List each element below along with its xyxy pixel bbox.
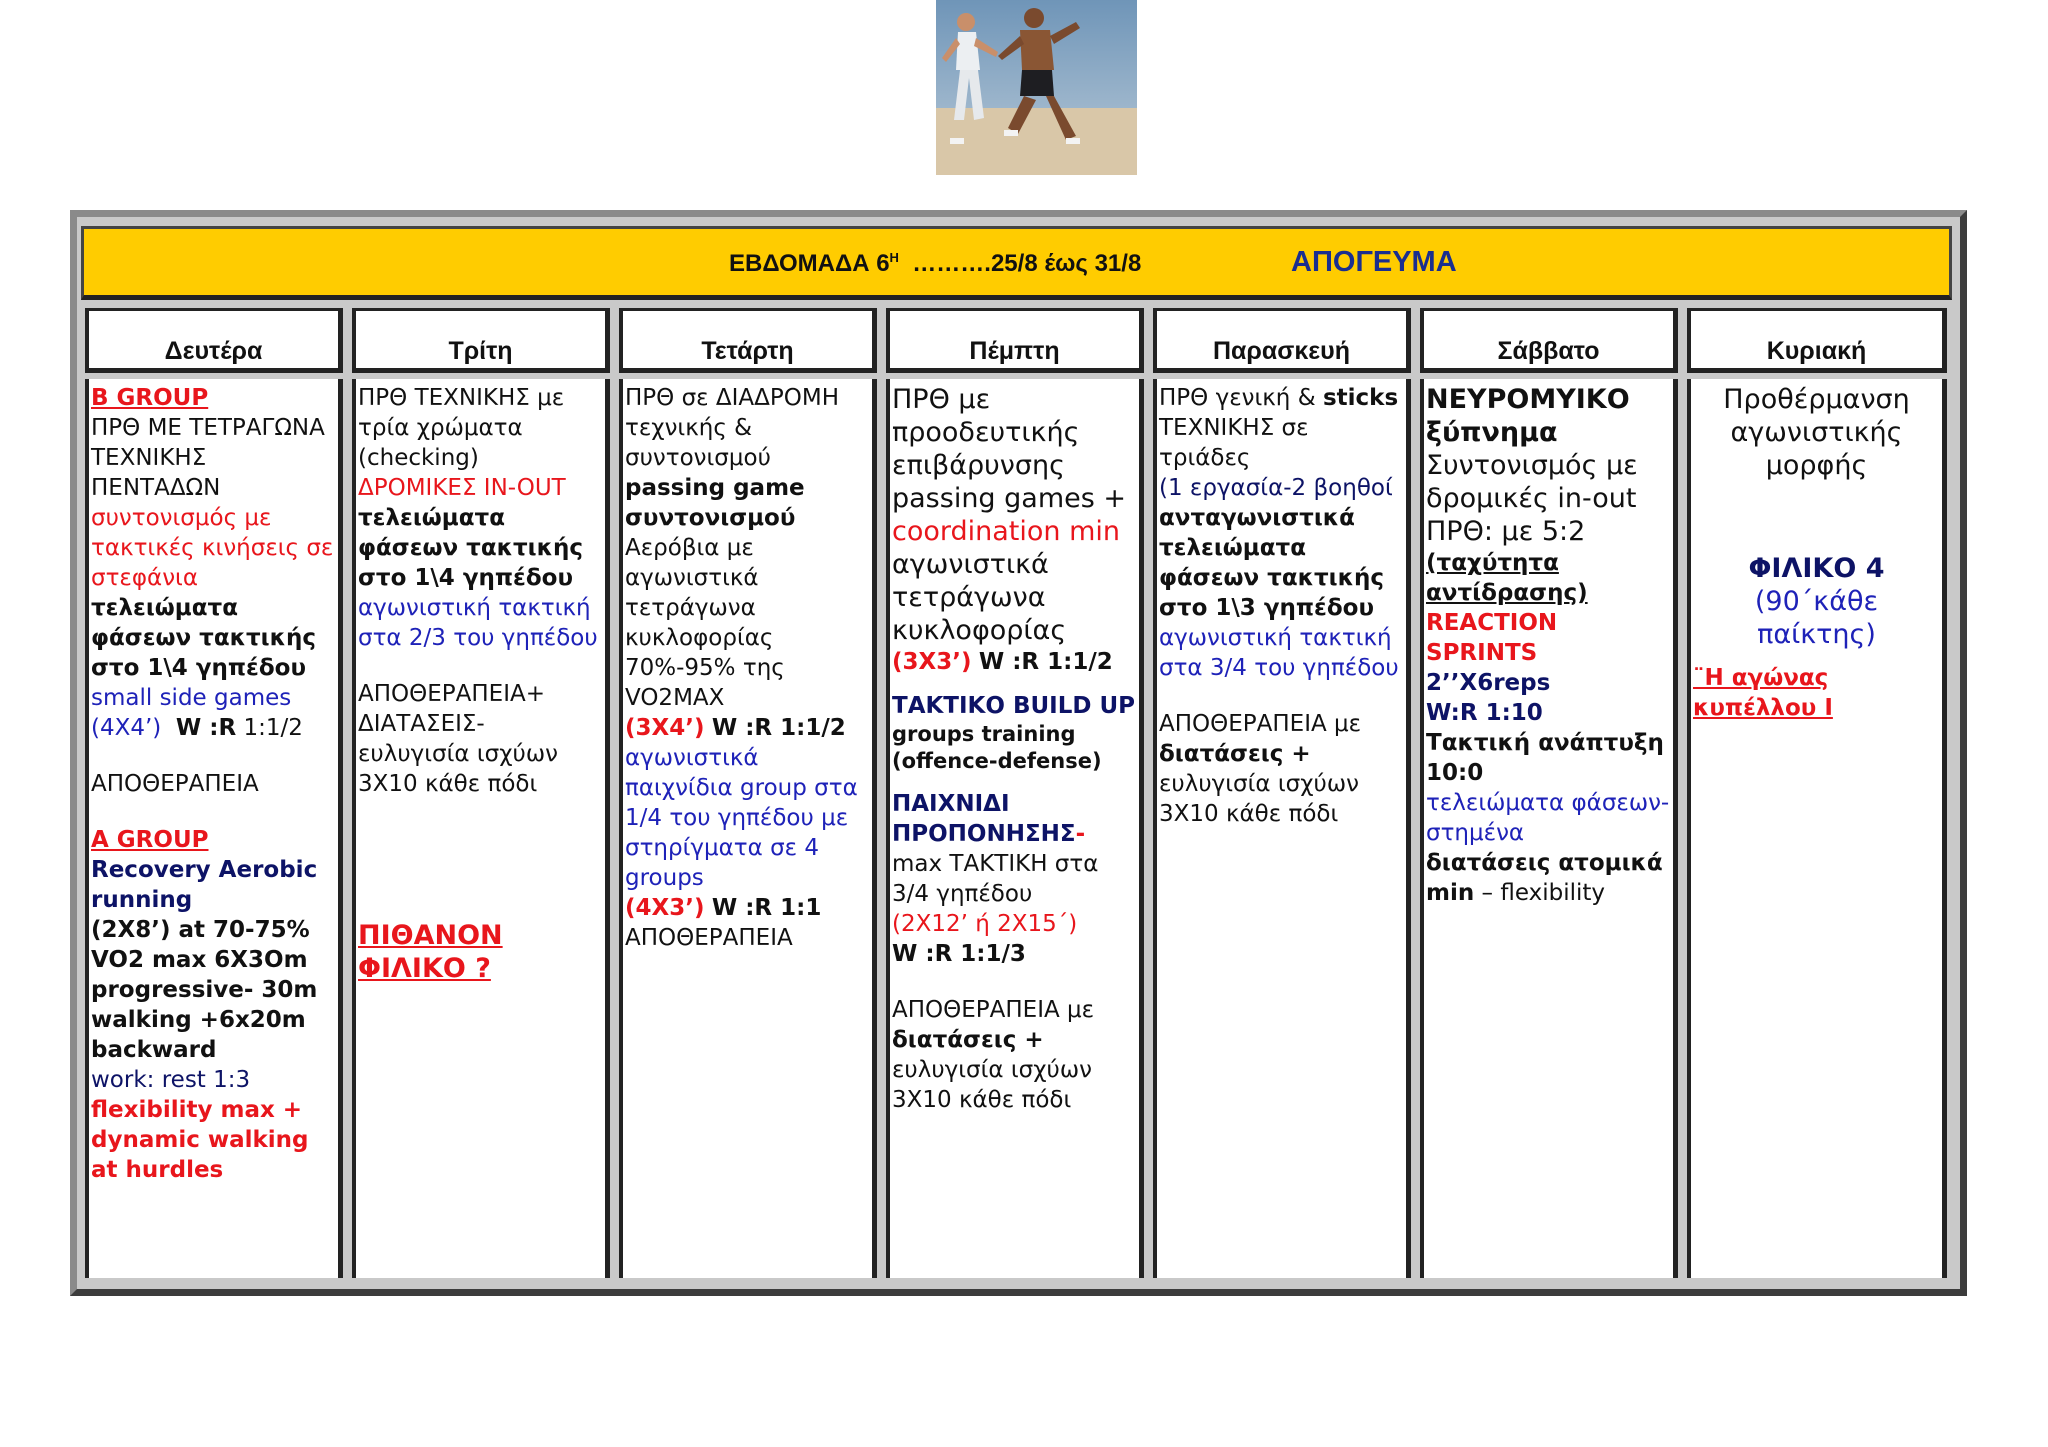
text-line: max ΤΑΚΤΙΚΗ στα 3/4 γηπέδου <box>892 851 1099 907</box>
text-line: Αερόβια με αγωνιστικά τετράγωνα κυκλοφορίας 70%-95% της VO2MAX <box>625 535 785 711</box>
text-line: ΠΡΘ ΤΕΧΝΙΚΗΣ με τρία χρώματα (checking) <box>358 385 565 471</box>
text-line: ΠΙΘΑΝΟΝ ΦΙΛΙΚΟ ? <box>358 920 503 984</box>
text-line: coordination min <box>892 516 1121 547</box>
text-line: ΠΡΘ με προοδευτικής επιβάρυνσης passing games + <box>892 384 1127 514</box>
day-title: Τετάρτη <box>623 311 872 373</box>
text-line: ΠΑΙΧΝΙΔΙ ΠΡΟΠΟΝΗΣΗΣ- <box>892 791 1086 847</box>
text-line: ΔΡΟΜΙΚΕΣ IN-OUT <box>358 475 566 501</box>
text-line: αγωνιστική τακτική στα 2/3 του γηπέδου <box>358 595 598 651</box>
text-line: (ταχύτητα αντίδρασης) <box>1426 550 1588 606</box>
text-line: (4Χ4’) W :R 1:1/2 <box>91 715 303 741</box>
text-line: ΑΠΟΘΕΡΑΠΕΙΑ <box>625 925 793 951</box>
day-title: Δευτέρα <box>89 311 338 373</box>
text-line: ΝΕΥΡΟΜΥΙΚΟ ξύπνημα <box>1426 384 1630 448</box>
text-line: ΑΠΟΘΕΡΑΠΕΙΑ+ ΔΙΑΤΑΣΕΙΣ- ευλυγισία ισχύων 3Χ10 κάθε πόδι <box>358 681 558 797</box>
text-line: ¨Η αγώνας κυπέλλου Ι <box>1693 665 1833 721</box>
text-line: ΤΑΚΤΙΚΟ BUILD UP <box>892 693 1135 719</box>
text-line: τελειώματα φάσεων τακτικής στο 1\4 γηπέδου <box>91 595 316 681</box>
day-column-tuesday <box>352 308 610 1278</box>
text-line: Recovery Aerobic running <box>91 857 318 913</box>
text-line: ΑΠΟΘΕΡΑΠΕΙΑ με <box>892 997 1095 1023</box>
day-column-saturday <box>1420 308 1678 1278</box>
period-heading: ΑΠΟΓΕΥΜΑ <box>1291 246 1457 278</box>
text-line: Συντονισμός με δρομικές in-out ΠΡΘ: με 5:2 <box>1426 450 1638 547</box>
text-line: (1 εργασία-2 βοηθοί <box>1159 475 1393 501</box>
text-line: work: rest 1:3 <box>91 1067 251 1093</box>
text-line: REACTION SPRINTS <box>1426 610 1558 666</box>
text-line: ΠΡΘ σε ΔΙΑΔΡΟΜΗ τεχνικής & συντονισμού <box>625 385 839 471</box>
day-title: Τρίτη <box>356 311 605 373</box>
text-line: ΦΙΛΙΚΟ 4 <box>1748 553 1885 584</box>
text-line: Προθέρμανση αγωνιστικής μορφής <box>1723 384 1910 481</box>
text-line: W:R 1:10 <box>1426 700 1543 726</box>
text-line: αγωνιστικά τετράγωνα κυκλοφορίας <box>892 549 1067 646</box>
text-line: (2Χ12’ ή 2Χ15΄) <box>892 911 1078 937</box>
text-line: ανταγωνιστικά τελειώματα φάσεων τακτικής στο 1\3 γηπέδου <box>1159 505 1384 621</box>
text-line: passing game συντονισμού <box>625 475 805 531</box>
text-line: ΠΡΘ γενική & sticks ΤΕΧΝΙΚΗΣ σε τριάδες <box>1159 385 1399 471</box>
text-line: διατάσεις + <box>1159 741 1311 767</box>
group-label: A GROUP <box>91 827 209 853</box>
text-line: ΠΡΘ ΜΕ ΤΕΤΡΑΓΩΝΑ ΤΕΧΝΙΚΗΣ ΠΕΝΤΑΔΩΝ <box>91 415 325 501</box>
text-line: small side games <box>91 685 292 711</box>
header-photo-runners <box>936 0 1137 175</box>
day-title: Κυριακή <box>1691 311 1942 373</box>
text-line: διατάσεις + <box>892 1027 1044 1053</box>
text-line: ευλυγισία ισχύων 3Χ10 κάθε πόδι <box>892 1057 1092 1113</box>
text-line: αγωνιστικά παιχνίδια group στα 1/4 του γηπέδου με στηρίγματα σε 4 groups <box>625 745 858 891</box>
text-line: ευλυγισία ισχύων 3Χ10 κάθε πόδι <box>1159 771 1359 827</box>
text-line: συντονισμός με τακτικές κινήσεις σε στεφάνια <box>91 505 334 591</box>
text-line: αγωνιστική τακτική στα 3/4 του γηπέδου <box>1159 625 1399 681</box>
text-line: flexibility max + dynamic walking at hurdles <box>91 1097 309 1183</box>
text-line: διατάσεις ατομικά min – flexibility <box>1426 850 1663 906</box>
day-title: Πέμπτη <box>890 311 1139 373</box>
text-line: (4X3’) W :R 1:1 <box>625 895 822 921</box>
text-line: 2’’X6reps <box>1426 670 1551 696</box>
text-line: τελειώματα φάσεων-στημένα <box>1426 790 1670 846</box>
text-line: W :R 1:1/3 <box>892 941 1026 967</box>
day-column-sunday <box>1687 308 1947 1278</box>
text-line: (3X4’) W :R 1:1/2 <box>625 715 846 741</box>
day-column-wednesday <box>619 308 877 1278</box>
day-column-thursday <box>886 308 1144 1278</box>
text-line: ΑΠΟΘΕΡΑΠΕΙΑ <box>91 771 259 797</box>
group-label: B GROUP <box>91 385 209 411</box>
text-line: Τακτική ανάπτυξη 10:0 <box>1426 730 1664 786</box>
day-column-monday <box>85 308 343 1278</box>
day-column-friday <box>1153 308 1411 1278</box>
text-line: ΑΠΟΘΕΡΑΠΕΙΑ με <box>1159 711 1362 737</box>
text-line: groups training (offence-defense) <box>892 722 1102 773</box>
week-heading: ΕΒΔΟΜΑΔΑ $6^H$ ……….25/8 έως 31/8 <box>729 250 1142 277</box>
day-title: Παρασκευή <box>1157 311 1406 373</box>
text-line: (2X8’) at 70-75% VO2 max 6X3Om progressive- 30m walking +6x20m backward <box>91 917 318 1063</box>
text-line: (3X3’) W :R 1:1/2 <box>892 649 1113 675</box>
day-title: Σάββατο <box>1424 311 1673 373</box>
text-line: τελειώματα φάσεων τακτικής στο 1\4 γηπέδου <box>358 505 583 591</box>
text-line: (90΄κάθε παίκτης) <box>1754 586 1879 650</box>
